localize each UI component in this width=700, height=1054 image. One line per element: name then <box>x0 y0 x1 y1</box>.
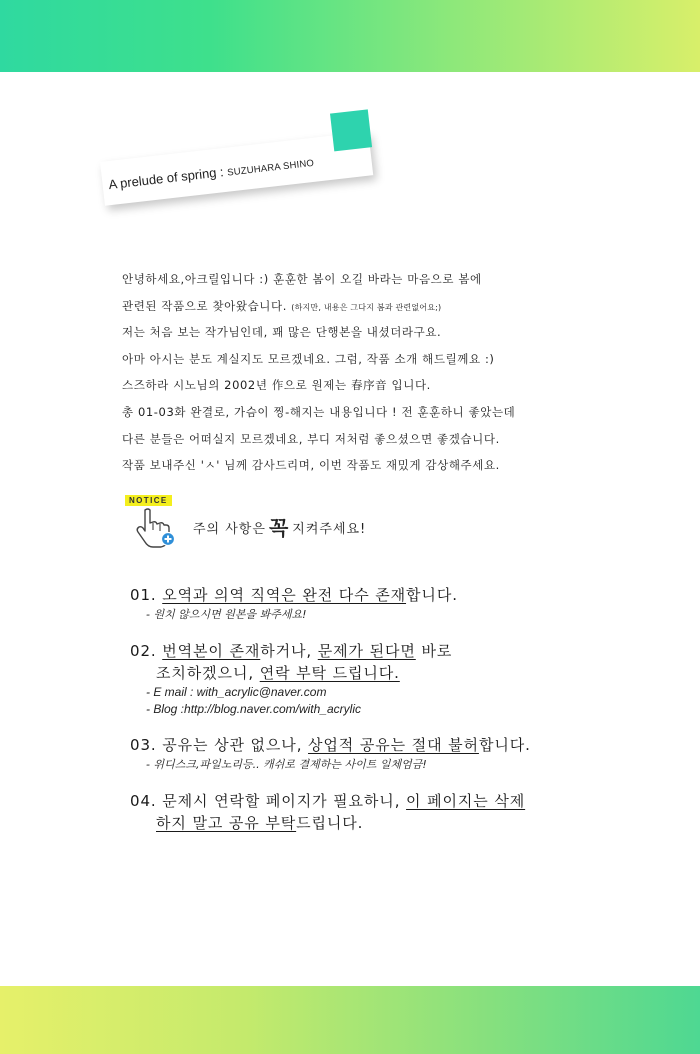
notice-tag: NOTICE <box>125 495 172 506</box>
notice-text <box>193 512 366 541</box>
rule-subnote: - 원치 않으시면 원본을 봐주세요! <box>146 608 307 621</box>
notice-section <box>125 494 425 554</box>
rule-underlined: 문제가 된다면 <box>317 642 416 660</box>
bottom-gradient-band <box>0 986 700 1054</box>
notice-emphasis: 꼭 <box>268 516 290 540</box>
rule-number: 04. <box>130 792 157 810</box>
rule-tail: 합니다. <box>406 586 458 604</box>
title-prefix: A prelude of spring : <box>107 163 228 193</box>
contact-email: - E mail : with_acrylic@naver.com <box>146 685 327 699</box>
title-card <box>100 131 373 205</box>
rule-head: 문제시 연락할 페이지가 필요하니, <box>162 792 407 810</box>
intro-line: 안녕하세요,아크릴입니다 :) 훈훈한 봄이 오길 바라는 마음으로 봄에 <box>122 272 482 286</box>
rule-04 <box>130 790 650 834</box>
intro-paragraph <box>122 266 622 479</box>
intro-line <box>122 293 622 320</box>
intro-line: 저는 처음 보는 작가님인데, 꽤 많은 단행본을 내셨더라구요. <box>122 325 442 340</box>
rule-tail: 드립니다. <box>296 814 364 832</box>
pointer-hand-plus-icon <box>133 506 177 548</box>
rule-line <box>130 734 650 756</box>
notice-text-after: 지켜주세요! <box>292 522 367 537</box>
intro-side-note: (하지만, 내용은 그다지 봄과 관련없어요;) <box>291 302 442 312</box>
title-accent-square <box>330 109 372 151</box>
rule-subnote: - 위디스크,파일노리등.. 캐쉬로 결제하는 사이트 일체엄금! <box>146 758 427 771</box>
rule-line <box>130 584 650 606</box>
intro-line: 아마 아시는 분도 계실지도 모르겠네요. 그럼, 작품 소개 해드릴께요 :) <box>122 351 495 366</box>
rule-tail: 바로 <box>415 642 453 660</box>
rule-underlined: 상업적 공유는 절대 불허 <box>308 736 479 754</box>
rule-mid: 하거나, <box>260 642 318 660</box>
rule-number: 01. <box>130 586 157 604</box>
rule-head: 공유는 상관 없으나, <box>162 736 309 754</box>
title-author: SUZUHARA SHINO <box>226 157 315 179</box>
rule-number: 02. <box>130 642 157 660</box>
top-gradient-band <box>0 0 700 72</box>
contact-blog: - Blog :http://blog.naver.com/with_acrylic <box>146 702 361 716</box>
intro-line-text: 관련된 작품으로 찾아왔습니다. <box>122 298 292 313</box>
rule-line <box>130 662 650 684</box>
rule-tail: 합니다. <box>478 736 531 754</box>
rule-underlined: 번역본이 존재 <box>162 642 261 660</box>
rule-underlined: 하지 말고 공유 부탁 <box>156 814 297 832</box>
intro-line: 스즈하라 시노님의 2002년 作으로 원제는 春序音 입니다. <box>122 378 431 393</box>
rule-underlined: 오역과 의역 직역은 완전 다수 존재 <box>162 586 407 604</box>
rule-03 <box>130 734 650 773</box>
intro-line: 작품 보내주신 'ㅅ' 님께 감사드리며, 이번 작품도 재밌게 감상해주세요. <box>122 458 500 473</box>
rule-line2: 조치하겠으니, <box>156 664 260 682</box>
rule-line <box>130 640 650 662</box>
rule-underlined: 연락 부탁 드립니다. <box>259 664 400 682</box>
rule-number: 03. <box>130 736 157 754</box>
intro-line: 다른 분들은 어떠실지 모르겠네요, 부디 저처럼 좋으셨으면 좋겠습니다. <box>122 431 500 446</box>
notice-text-before: 주의 사항은 <box>193 522 266 537</box>
rule-02 <box>130 640 650 718</box>
title-text <box>108 154 315 192</box>
intro-line: 총 01-03화 완결로, 가슴이 찡-해지는 내용입니다 ! 전 훈훈하니 좋았는데 <box>122 404 516 419</box>
rule-line <box>130 812 650 834</box>
rule-line <box>130 790 650 812</box>
rule-underlined: 이 페이지는 삭제 <box>406 792 526 810</box>
rule-01 <box>130 584 650 623</box>
